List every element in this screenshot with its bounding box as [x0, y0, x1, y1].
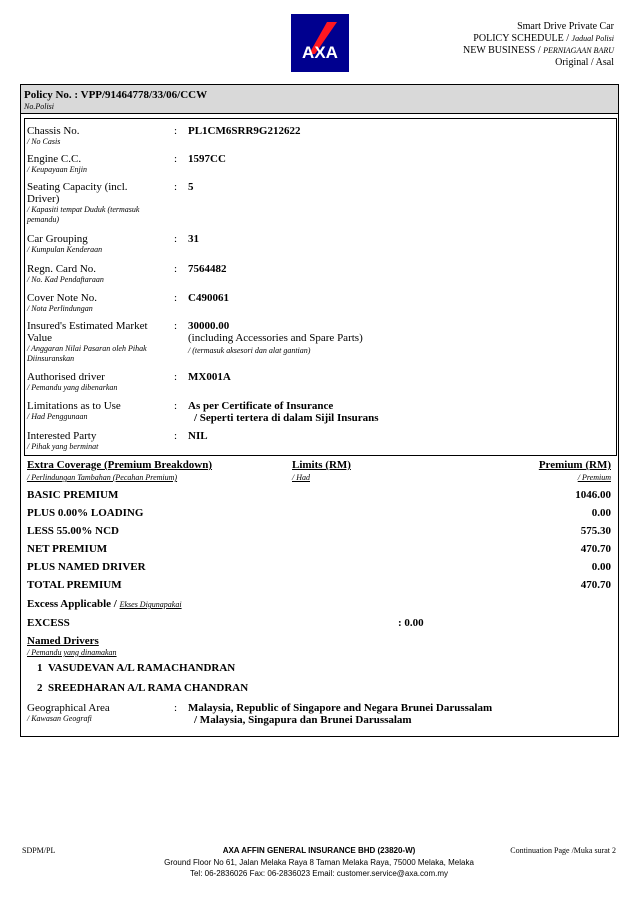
- colon: :: [174, 153, 178, 165]
- field-label: Car Grouping / Kumpulan Kenderaan: [27, 233, 103, 254]
- footer-doc-code: SDPM/PL: [22, 846, 56, 855]
- premium-row: NET PREMIUM 470.70: [27, 543, 611, 555]
- market-value: 30000.00 (including Accessories and Spare Parts) / (termasuk aksesori dan alat gantian): [188, 320, 363, 355]
- geo-value: Malaysia, Republic of Singapore and Negara Brunei Darussalam / Malaysia, Singapura dan Brunei Darussalam: [188, 702, 493, 726]
- field-label: Interested Party / Pihak yang berminat: [27, 430, 99, 451]
- named-drivers-heading: Named Drivers: [27, 635, 99, 647]
- colon: :: [174, 125, 178, 137]
- field-label: Engine C.C. / Keupayaan Enjin: [27, 153, 87, 174]
- business-type: NEW BUSINESS / PERNIAGAAN BARU: [463, 45, 614, 56]
- field-label: Limitations as to Use / Had Penggunaan: [27, 400, 121, 421]
- colon: :: [174, 263, 178, 275]
- premium-row: TOTAL PREMIUM 470.70: [27, 579, 611, 591]
- colon: :: [174, 430, 178, 442]
- axa-logo: [291, 14, 349, 72]
- colon: :: [174, 292, 178, 304]
- limits-heading: Limits (RM): [292, 459, 351, 471]
- premium-sub: / Premium: [577, 473, 611, 482]
- authorised-driver-value: MX001A: [188, 371, 231, 383]
- field-label: Regn. Card No. / No. Kad Pendaftaraan: [27, 263, 104, 284]
- cover-note-value: C490061: [188, 292, 229, 304]
- field-label: Seating Capacity (incl. Driver) / Kapasiti tempat Duduk (termasuk pemandu): [27, 181, 140, 224]
- premium-row: BASIC PREMIUM 1046.00: [27, 489, 611, 501]
- extra-coverage-sub: / Perlindungan Tambahan (Pecahan Premium): [27, 473, 178, 482]
- named-driver: 1 VASUDEVAN A/L RAMACHANDRAN: [37, 662, 236, 674]
- field-label: Cover Note No. / Nota Perlindungan: [27, 292, 97, 313]
- premium-row: LESS 55.00% NCD 575.30: [27, 525, 611, 537]
- document-header: [463, 21, 614, 69]
- engine-cc-value: 1597CC: [188, 153, 226, 165]
- policy-number: Policy No. : VPP/91464778/33/06/CCW: [24, 89, 208, 101]
- named-drivers-sub: / Pemandu yang dinamakan: [27, 648, 117, 657]
- colon: :: [174, 371, 178, 383]
- premium-row: PLUS NAMED DRIVER 0.00: [27, 561, 611, 573]
- field-label: Authorised driver / Pemandu yang dibenarkan: [27, 371, 118, 392]
- colon: :: [174, 320, 178, 332]
- footer-contact: Tel: 06-2836026 Fax: 06-2836023 Email: customer.service@axa.com.my: [189, 869, 449, 878]
- limitations-value: As per Certificate of Insurance / Seperti tertera di dalam Sijil Insurans: [188, 400, 379, 424]
- footer-page: Continuation Page /Muka surat 2: [510, 846, 616, 855]
- geo-label: Geographical Area / Kawasan Geografi: [27, 702, 110, 723]
- colon: :: [174, 702, 178, 714]
- colon: :: [174, 400, 178, 412]
- field-label: Insured's Estimated Market Value / Anggaran Nilai Pasaran oleh Pihak Diinsuranskan: [27, 320, 148, 363]
- excess-label: EXCESS: [27, 617, 70, 629]
- extra-coverage-heading: Extra Coverage (Premium Breakdown): [27, 459, 213, 471]
- field-label: Chassis No. / No Casis: [27, 125, 80, 146]
- excess-heading: Excess Applicable / Ekses Digunapakai: [27, 598, 182, 610]
- seating-capacity-value: 5: [188, 181, 194, 193]
- policy-number-sub: No.Polisi: [24, 102, 55, 111]
- colon: :: [174, 181, 178, 193]
- copy-type: Original / Asal: [555, 57, 614, 68]
- footer-address: Ground Floor No 61, Jalan Melaka Raya 8 Taman Melaka Raya, 75000 Melaka, Melaka: [164, 858, 474, 867]
- regn-card-value: 7564482: [188, 263, 227, 275]
- product-name: Smart Drive Private Car: [517, 21, 614, 32]
- policy-number-bar: [21, 85, 618, 114]
- premium-heading: Premium (RM): [538, 459, 611, 471]
- excess-value: : 0.00: [398, 617, 424, 629]
- colon: :: [174, 233, 178, 245]
- limits-sub: / Had: [292, 473, 310, 482]
- interested-party-value: NIL: [188, 430, 208, 442]
- car-grouping-value: 31: [188, 233, 199, 245]
- footer-company: AXA AFFIN GENERAL INSURANCE BHD (23820-W): [222, 846, 416, 855]
- chassis-no-value: PL1CM6SRR9G212622: [188, 125, 301, 137]
- named-driver: 2 SREEDHARAN A/L RAMA CHANDRAN: [37, 682, 249, 694]
- schedule-title: POLICY SCHEDULE / Jadual Polisi: [473, 33, 614, 44]
- premium-row: PLUS 0.00% LOADING 0.00: [27, 507, 611, 519]
- logo-text: AXA: [302, 43, 338, 62]
